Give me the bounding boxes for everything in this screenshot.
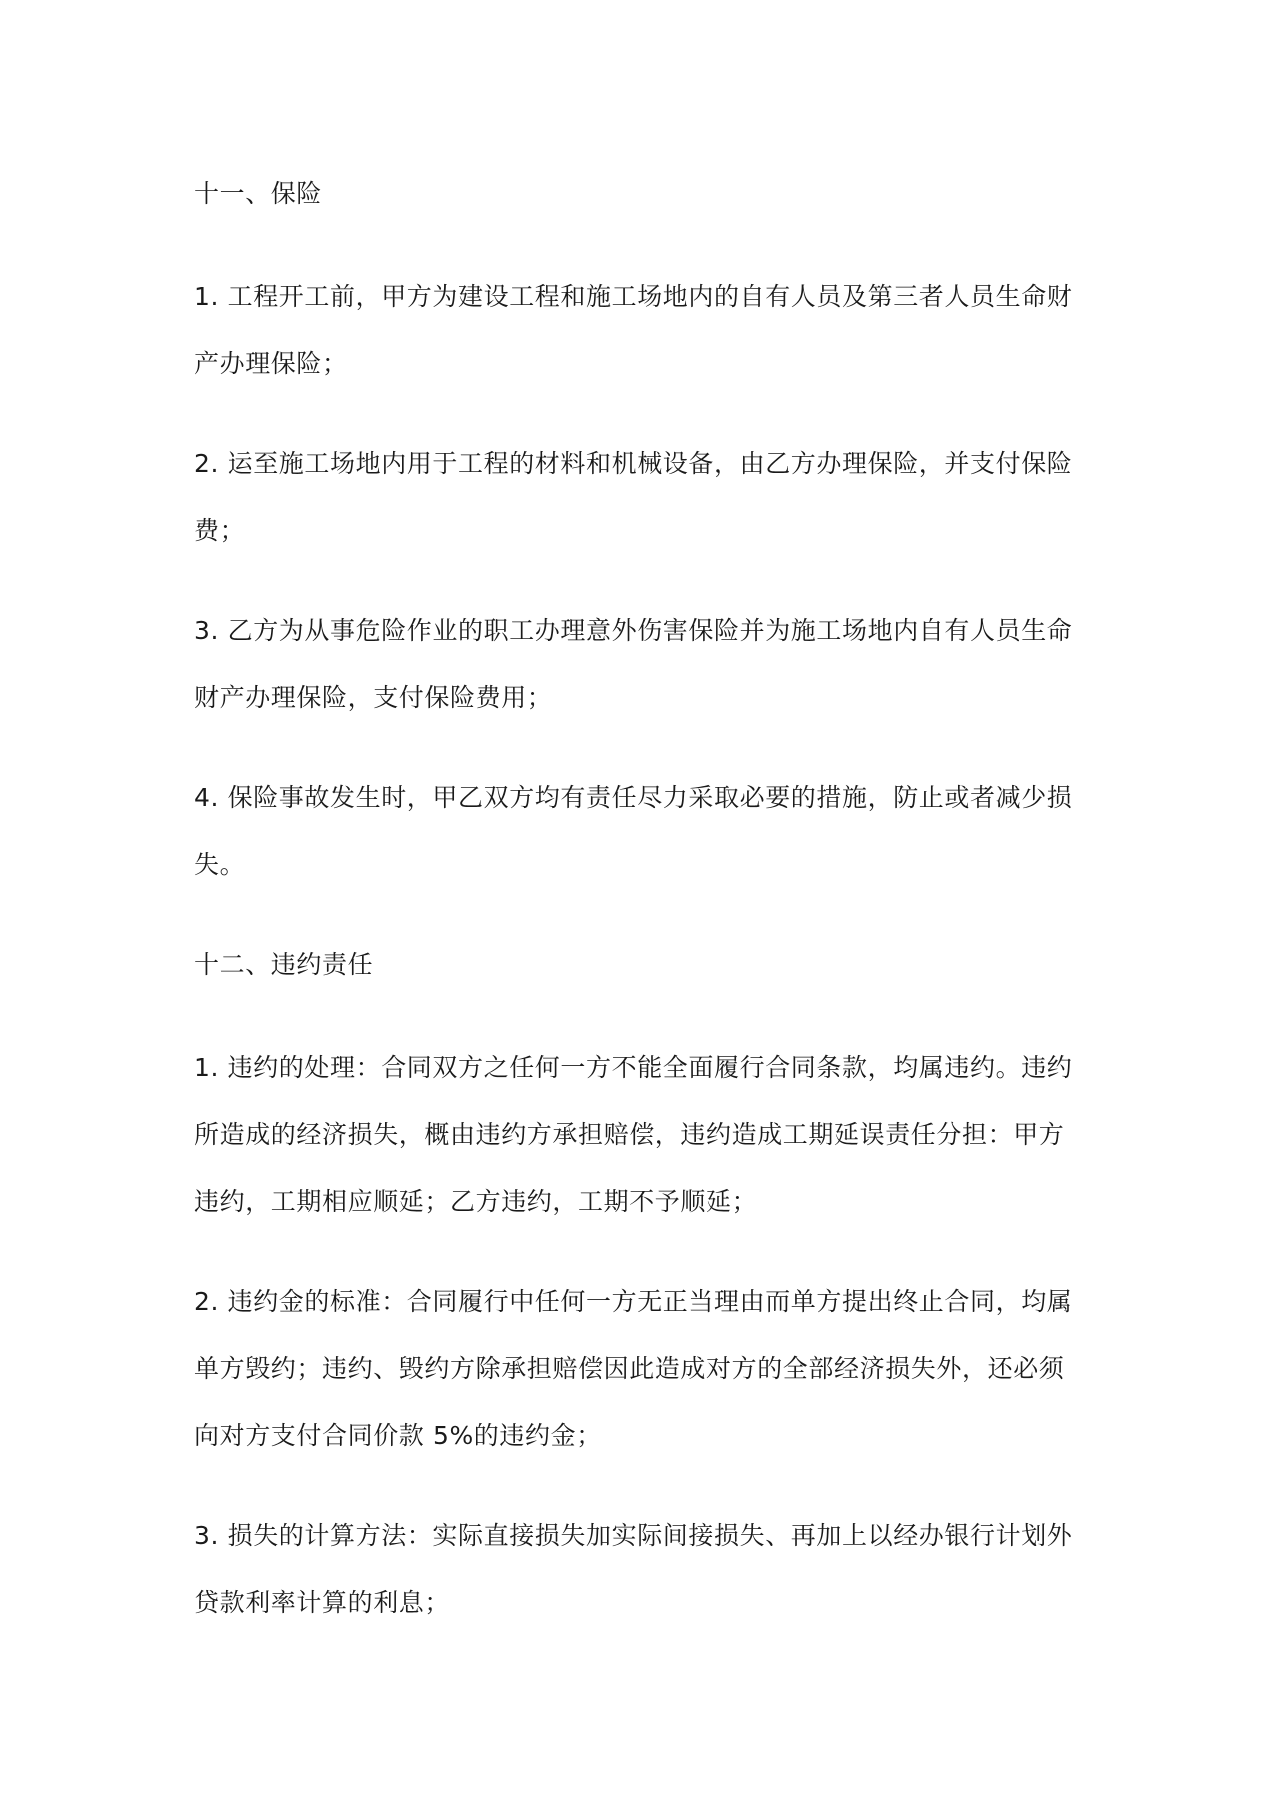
clause-line: 单方毁约；违约、毁约方除承担赔偿因此造成对方的全部经济损失外，还必须 [194, 1354, 1065, 1383]
clause-line: 2. 运至施工场地内用于工程的材料和机械设备，由乙方办理保险，并支付保险 [194, 449, 1073, 478]
clause-line: 1. 工程开工前，甲方为建设工程和施工场地内的自有人员及第三者人员生命财 [194, 282, 1073, 311]
clause-line: 贷款利率计算的利息； [194, 1588, 451, 1617]
clause-12-2 [194, 1268, 1094, 1469]
clause-line: 4. 保险事故发生时，甲乙双方均有责任尽力采取必要的措施，防止或者减少损 [194, 783, 1073, 812]
clause-line: 3. 乙方为从事危险作业的职工办理意外伤害保险并为施工场地内自有人员生命 [194, 616, 1073, 645]
clause-line: 费； [194, 516, 246, 545]
clause-line: 所造成的经济损失，概由违约方承担赔偿，违约造成工期延误责任分担：甲方 [194, 1120, 1065, 1149]
document-page [194, 160, 1094, 1669]
section-heading-insurance: 十一、保险 [194, 179, 323, 208]
clause-line: 失。 [194, 850, 246, 879]
clause-line: 3. 损失的计算方法：实际直接损失加实际间接损失、再加上以经办银行计划外 [194, 1521, 1073, 1550]
clause-line: 财产办理保险，支付保险费用； [194, 683, 553, 712]
clause-12-1 [194, 1034, 1094, 1235]
clause-line: 违约，工期相应顺延；乙方违约，工期不予顺延； [194, 1187, 758, 1216]
clause-11-4 [194, 764, 1094, 898]
clause-11-3 [194, 597, 1094, 731]
clause-line: 产办理保险； [194, 349, 348, 378]
clause-11-2 [194, 430, 1094, 564]
section-heading-breach: 十二、违约责任 [194, 950, 374, 979]
clause-line: 向对方支付合同价款 5%的违约金； [194, 1421, 602, 1450]
clause-line: 2. 违约金的标准：合同履行中任何一方无正当理由而单方提出终止合同，均属 [194, 1287, 1073, 1316]
clause-line: 1. 违约的处理：合同双方之任何一方不能全面履行合同条款，均属违约。违约 [194, 1053, 1073, 1082]
clause-12-3 [194, 1502, 1094, 1636]
clause-11-1 [194, 263, 1094, 397]
